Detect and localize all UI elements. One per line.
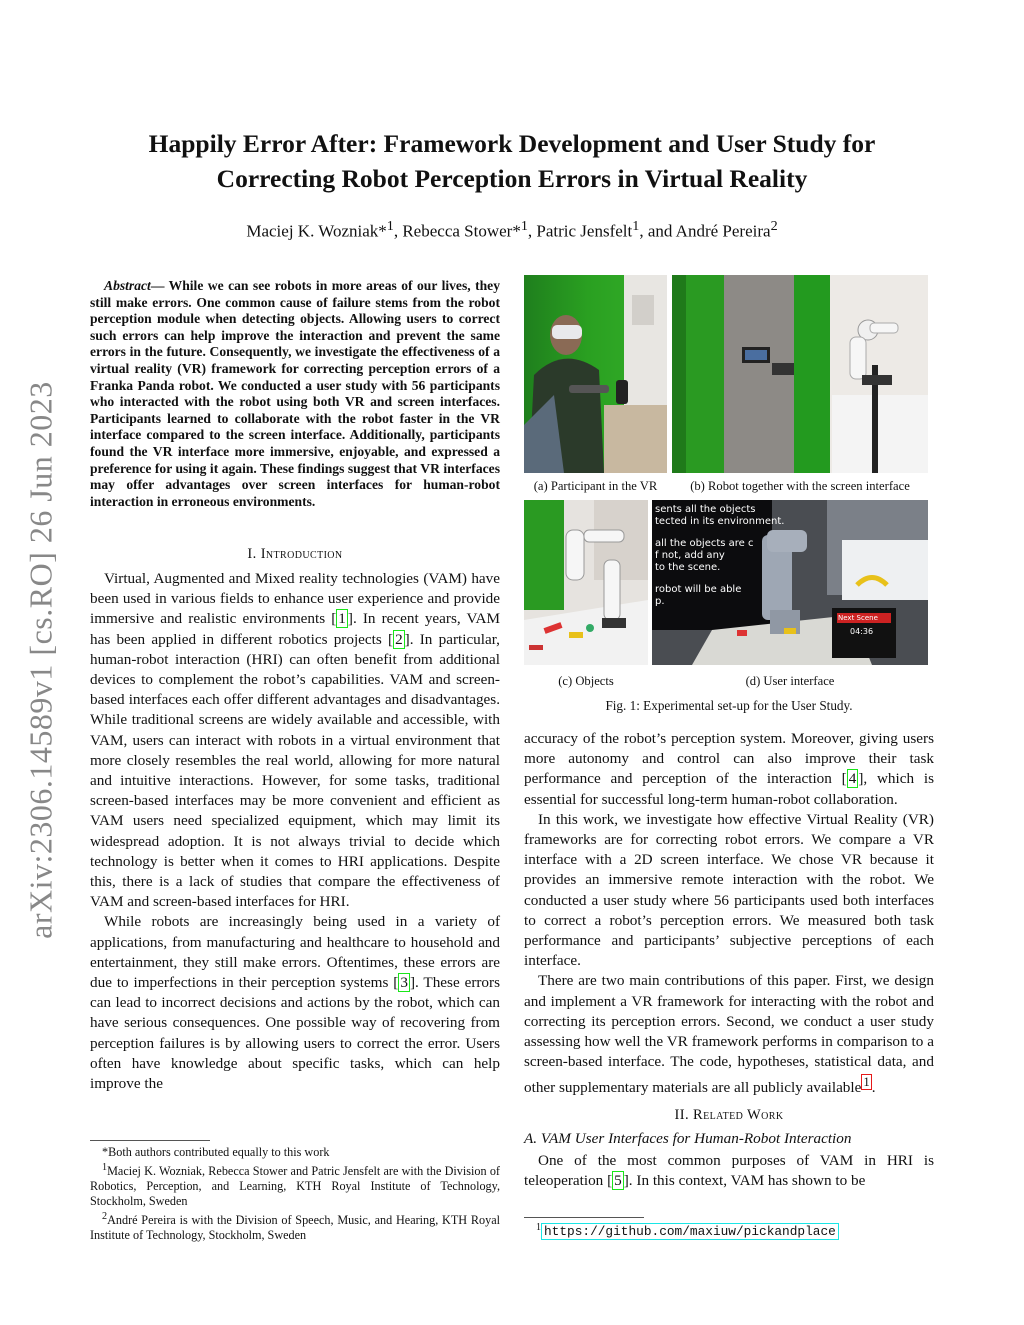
right-paragraph-1: accuracy of the robot’s perception system. Moreover, giving users more autonomy and control can also improve their task performance and perception of the interaction [ 4 ], which is essential for successful long-term human-robot collaboration. (524, 730, 934, 808)
author-4: , and André Pereira (639, 221, 771, 241)
github-link[interactable]: https://github.com/maxiuw/pickandplace (541, 1223, 839, 1240)
right-paragraph-2: In this work, we investigate how effective Virtual Reality (VR) frameworks are for correcting robot errors. We compare a VR interface with a 2D screen interface. We chose VR because it provides an immersive remote interaction with the robot. We conducted a user study where 56 participants used both interfaces to correct a robot’s perception errors. We measured both task performance and participants’ subjective perceptions of each interface. (524, 810, 934, 970)
vr-next-scene-button[interactable]: Next Scene (838, 614, 878, 622)
section-title: Introduction (260, 546, 343, 562)
affil-mark: 2 (770, 218, 778, 234)
arxiv-sidebar (16, 360, 66, 960)
footnotes (90, 1145, 500, 1243)
author-list (100, 218, 924, 242)
affil-mark: 1 (520, 218, 528, 234)
figure-photo-participant (524, 275, 667, 473)
section-heading-introduction: I. Introduction (247, 546, 343, 562)
subcaption-d: (d) User interface (745, 674, 835, 688)
abstract-text: — While we can see robots in more areas of our lives, they still make errors. One common cause of failure stems from the robot perception module when detecting objects. Allowing users to correct such errors can help improve the interaction and prevent the same errors in the future. Consequently, we investigate the effectiveness of a virtual reality (VR) framework for correcting perception errors of a Franka Panda robot. We conducted a user study with 56 participants who interacted with the robot using both VR and screen interfaces. Participants learned to collaborate with the robot faster in the VR interface compared to the screen interface. Additionally, participants found the VR interface more immersive, enjoyable, and expressed a preference for using it again. These findings suggest that VR interfaces may offer advantages over screen interfaces for human-robot interaction in erroneous environments. (90, 278, 500, 509)
citation-link[interactable]: 2 (395, 630, 403, 648)
section-heading-related-work: II. Related Work (674, 1106, 784, 1123)
vr-timer: 04:36 (850, 627, 874, 636)
footnote-link[interactable]: 1 (863, 1075, 870, 1090)
subcaption-a: (a) Participant in the VR (533, 479, 658, 493)
citation-link[interactable]: 3 (400, 974, 408, 992)
paper-title (100, 126, 924, 196)
section-title: Related Work (693, 1106, 784, 1123)
author-1: Maciej K. Wozniak* (246, 221, 387, 241)
subcaption-b: (b) Robot together with the screen interface (690, 479, 910, 493)
affil-mark: 1 (386, 218, 394, 234)
subsection-heading: A. VAM User Interfaces for Human-Robot Interaction (524, 1129, 852, 1147)
intro-paragraph-1: Virtual, Augmented and Mixed reality technologies (VAM) have been used in various fields to enhance user experience and provide immersive and realistic environments [ 1 ]. In recent years, VAM has been applied in different robotics projects [ 2 ]. In particular, human-robot interaction (HRI) can often benefit from additional devices to complement the robot’s capabilities. VAM and screen-based interfaces each offer different advantages and disadvantages. While traditional screens are widely available and accessible, with VAM, users can interact with robots in a virtual environment that more closely resembles the real world, allowing for more natural and intuitive interactions. However, for some tasks, traditional screen-based interfaces may be more convenient and efficient as VAM users need specialized equipment, which may limit its widespread adoption. It is not always trivial to decide which technology is better when it comes to HRI applications. Despite this, there is a lack of studies that compare the effectiveness of VAM and screen-based interfaces for HRI. (90, 570, 500, 911)
intro-paragraph-2: While robots are increasingly being used in a variety of applications, from manufacturing and healthcare to household and entertainment, they still make errors. Oftentimes, these errors are due to imperfections in their perception systems [ 3 ]. These errors can lead to incorrect decisions and actions by the robot, which can have serious consequences. One possible way of recovering from perception failures is by allowing users to correct the error. Users often have knowledge about specific tasks, which can help improve the (90, 913, 500, 1093)
affil-mark: 1 (632, 218, 640, 234)
author-3: , Patric Jensfelt (527, 221, 633, 241)
abstract-label: Abstract (104, 278, 151, 293)
figure-vr-user-interface (652, 500, 928, 665)
footnote-affiliation-2: $^2$André Pereira is with the Division of Speech, Music, and Hearing, KTH Royal Institute of Technology, Stockholm, Sweden (90, 1211, 500, 1243)
figure-photo-robot-screen (672, 275, 928, 473)
title-line-1: Happily Error After: Framework Development and User Study for (148, 129, 876, 158)
author-2: , Rebecca Stower* (393, 221, 521, 241)
citation-link[interactable]: 5 (614, 1172, 622, 1190)
title-line-2: Correcting Robot Perception Errors in Virtual Reality (216, 164, 808, 193)
footnote-rule (90, 1140, 210, 1141)
right-paragraph-4: One of the most common purposes of VAM in HRI is teleoperation [ 5 ]. In this context, VAM has shown to be (524, 1152, 934, 1190)
arxiv-identifier: arXiv:2306.14589v1 [cs.RO] 26 Jun 2023 (22, 381, 59, 939)
abstract (90, 278, 500, 510)
footnote-affiliation-1: $^1$Maciej K. Wozniak, Rebecca Stower and Patric Jensfelt are with the Division of Robotics, Perception, and Learning, KTH Royal Institute of Technology, Stockholm, Sweden (90, 1162, 500, 1209)
footnote-equal-contribution: *Both authors contributed equally to this work (102, 1145, 330, 1159)
vr-instruction-text: sents all the objects tected in its environment. all the objects are c f not, add any to the scene. robot will be able p. (655, 504, 785, 607)
left-column-body (90, 569, 500, 1094)
footnote-url: $^1$ https://github.com/maxiuw/pickandplace (536, 1222, 839, 1239)
right-column-body (524, 729, 934, 1192)
footnote-rule (524, 1217, 644, 1218)
figure-caption: Fig. 1: Experimental set-up for the User Study. (605, 698, 853, 713)
figure-photo-objects (524, 500, 648, 665)
citation-link[interactable]: 4 (848, 770, 857, 788)
right-paragraph-3: There are two main contributions of this paper. First, we design and implement a VR framework for interacting with the robot and correcting its perception errors. Second, we conduct a user study assessing how well the VR framework performs in comparison to a screen-based interface. The code, hypotheses, statistical data, and other supplementary materials are all publicly available $^1$ . (524, 972, 934, 1097)
citation-link[interactable]: 1 (338, 610, 346, 628)
subcaption-c: (c) Objects (558, 674, 614, 688)
